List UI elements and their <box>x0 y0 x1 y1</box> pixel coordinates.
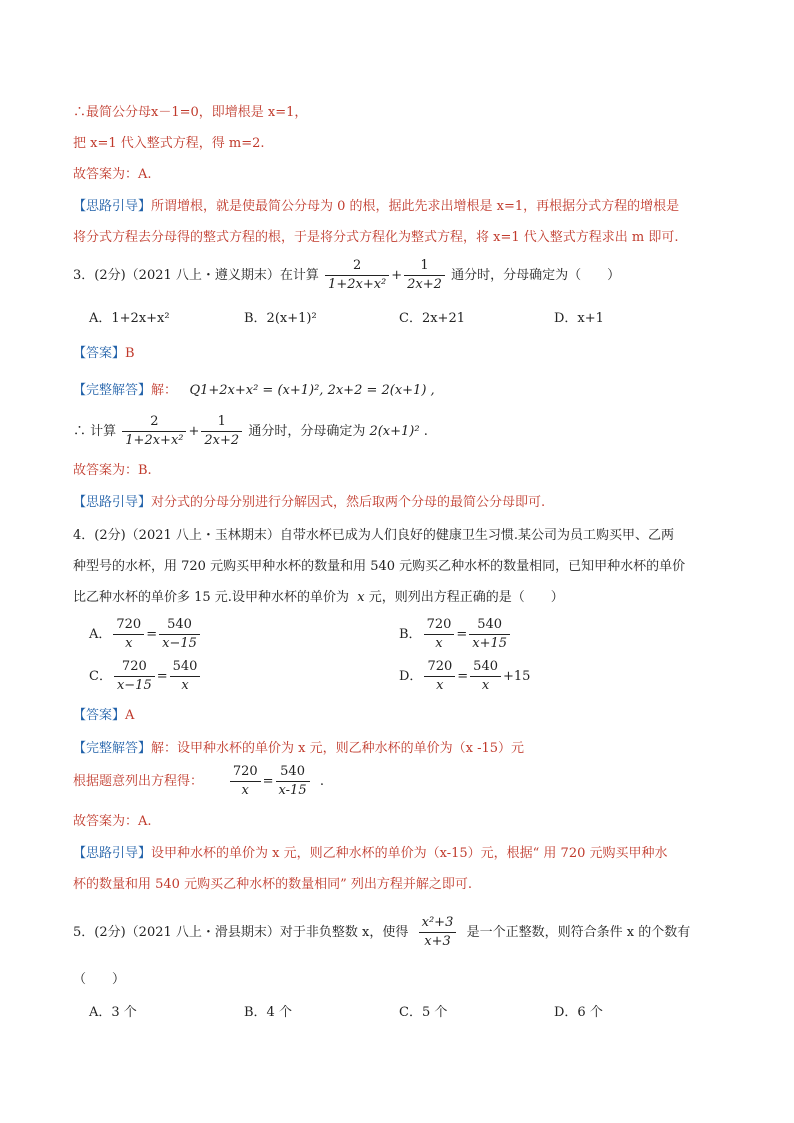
question-3-hint: 【思路引导】对分式的分母分别进行分解因式，然后取两个分母的最简公分母即可. <box>73 495 546 510</box>
question-5-option-c[interactable]: C．5 个 <box>399 1005 448 1020</box>
question-4-option-b[interactable]: B． $\frac{720}{x}$ = $\frac{540}{x+15}$ <box>399 616 512 654</box>
question-4-final: 故答案为：A. <box>73 814 152 829</box>
prev-hint-line-1 <box>73 198 679 216</box>
prev-hint-line-2: 将分式方程去分母得的整式方程的根，于是将分式方程化为整式方程，将 x=1 代入整式方程求出 m 即可. <box>73 230 679 245</box>
question-4-option-d[interactable]: D． $\frac{720}{x}$ = $\frac{540}{x}$ +15 <box>399 659 531 693</box>
question-5-option-d[interactable]: D．6 个 <box>554 1005 603 1020</box>
question-3-option-c[interactable]: C．2x+21 <box>399 311 465 326</box>
question-3-final: 故答案为：B. <box>73 463 152 478</box>
hint-text: 所谓增根，就是使最简公分母为 0 的根，据此先求出增根是 x=1，再根据分式方程的增根是 <box>151 199 680 214</box>
question-4-stem-1: 4．(2分)（2021 八上・玉林期末）自带水杯已成为人们良好的健康卫生习惯.某公司为员工购买甲、乙两 <box>73 528 675 543</box>
fraction-q5: $\frac{\text{x²+3}}{x+3}$ <box>419 915 457 950</box>
prev-answer-line: 故答案为：A. <box>73 167 152 182</box>
question-4-option-c[interactable]: C． $\frac{720}{x-15}$ = $\frac{540}{x}$ <box>89 658 202 696</box>
question-4-solution: 【完整解答】解：设甲种水杯的单价为 x 元，则乙种水杯的单价为（x -15）元 <box>73 741 525 756</box>
hint-tag: 【思路引导】 <box>73 199 152 214</box>
question-5-stem: 5．(2分)（2021 八上・滑县期末）对于非负整数 x，使得 $\frac{\text{x²+3}}{x+3}$ 是一个正整数，则符合条件 x 的个数有 <box>73 915 691 949</box>
prev-solution-line-1: ∴最简公分母x－1=0，即增根是 x=1， <box>73 105 308 120</box>
common-denominator: 2(x+1)² <box>369 424 420 439</box>
question-3-option-a[interactable]: A．1+2x+x² <box>89 311 170 326</box>
question-4-answer: 【答案】A <box>73 708 135 723</box>
prev-solution-line-2: 把 x=1 代入整式方程，得 m=2. <box>73 136 265 151</box>
question-4-solution-2: 根据题意列出方程得： $\frac{720}{x}$ = $\frac{540}{x-15}$ . <box>73 764 324 798</box>
question-4-stem-2: 种型号的水杯，用 720 元购买甲种水杯的数量和用 540 元购买乙种水杯的数量相同，已知甲种水杯的单价 <box>73 559 686 574</box>
question-3-solution: 【完整解答】解： Q1+2x+x² = (x+1)², 2x+2 = 2(x+1) , <box>73 383 435 398</box>
question-4-stem-3: 比乙种水杯的单价多 15 元.设甲种水杯的单价为 x 元，则列出方程正确的是（ ） <box>73 590 564 605</box>
question-3-option-b[interactable]: B．2(x+1)² <box>244 311 317 326</box>
question-5-option-b[interactable]: B．4 个 <box>244 1005 292 1020</box>
question-3-suffix: 通分时，分母确定为（ ） <box>451 268 621 283</box>
question-3-option-d[interactable]: D．x+1 <box>554 311 604 326</box>
question-3-prefix: 3．(2分)（2021 八上・遵义期末）在计算 <box>73 268 319 283</box>
question-3-answer: 【答案】B <box>73 346 135 361</box>
question-4-option-a[interactable]: A． $\frac{720}{x}$ = $\frac{540}{x-15}$ <box>89 616 202 654</box>
question-3-solution-2: ∴ 计算 $\frac{2}{\text{1+2x+x²}}$ + $\frac{1}{2x+2}$ 通分时，分母确定为 2(x+1)² . <box>73 414 428 448</box>
fraction-1: $\frac{2}{\text{1+2x+x²}}$ <box>325 258 389 293</box>
question-5-paren: （ ） <box>73 972 126 987</box>
question-5-option-a[interactable]: A．3 个 <box>89 1005 137 1020</box>
fraction-2: $\frac{1}{2x+2}$ <box>404 258 445 293</box>
question-3-stem: 3．(2分)（2021 八上・遵义期末）在计算 $\frac{2}{\text{1+2x+x²}}$ + $\frac{1}{2x+2}$ 通分时，分母确定为（ ） <box>73 258 621 292</box>
question-4-hint-2: 杯的数量和用 540 元购买乙种水杯的数量相同” 列出方程并解之即可. <box>73 877 472 892</box>
question-4-hint-1: 【思路引导】设甲种水杯的单价为 x 元，则乙种水杯的单价为（x-15）元，根据“ 用 720 元购买甲种水 <box>73 846 668 861</box>
solution-math: Q1+2x+x² = (x+1)², 2x+2 = 2(x+1) , <box>189 383 435 398</box>
